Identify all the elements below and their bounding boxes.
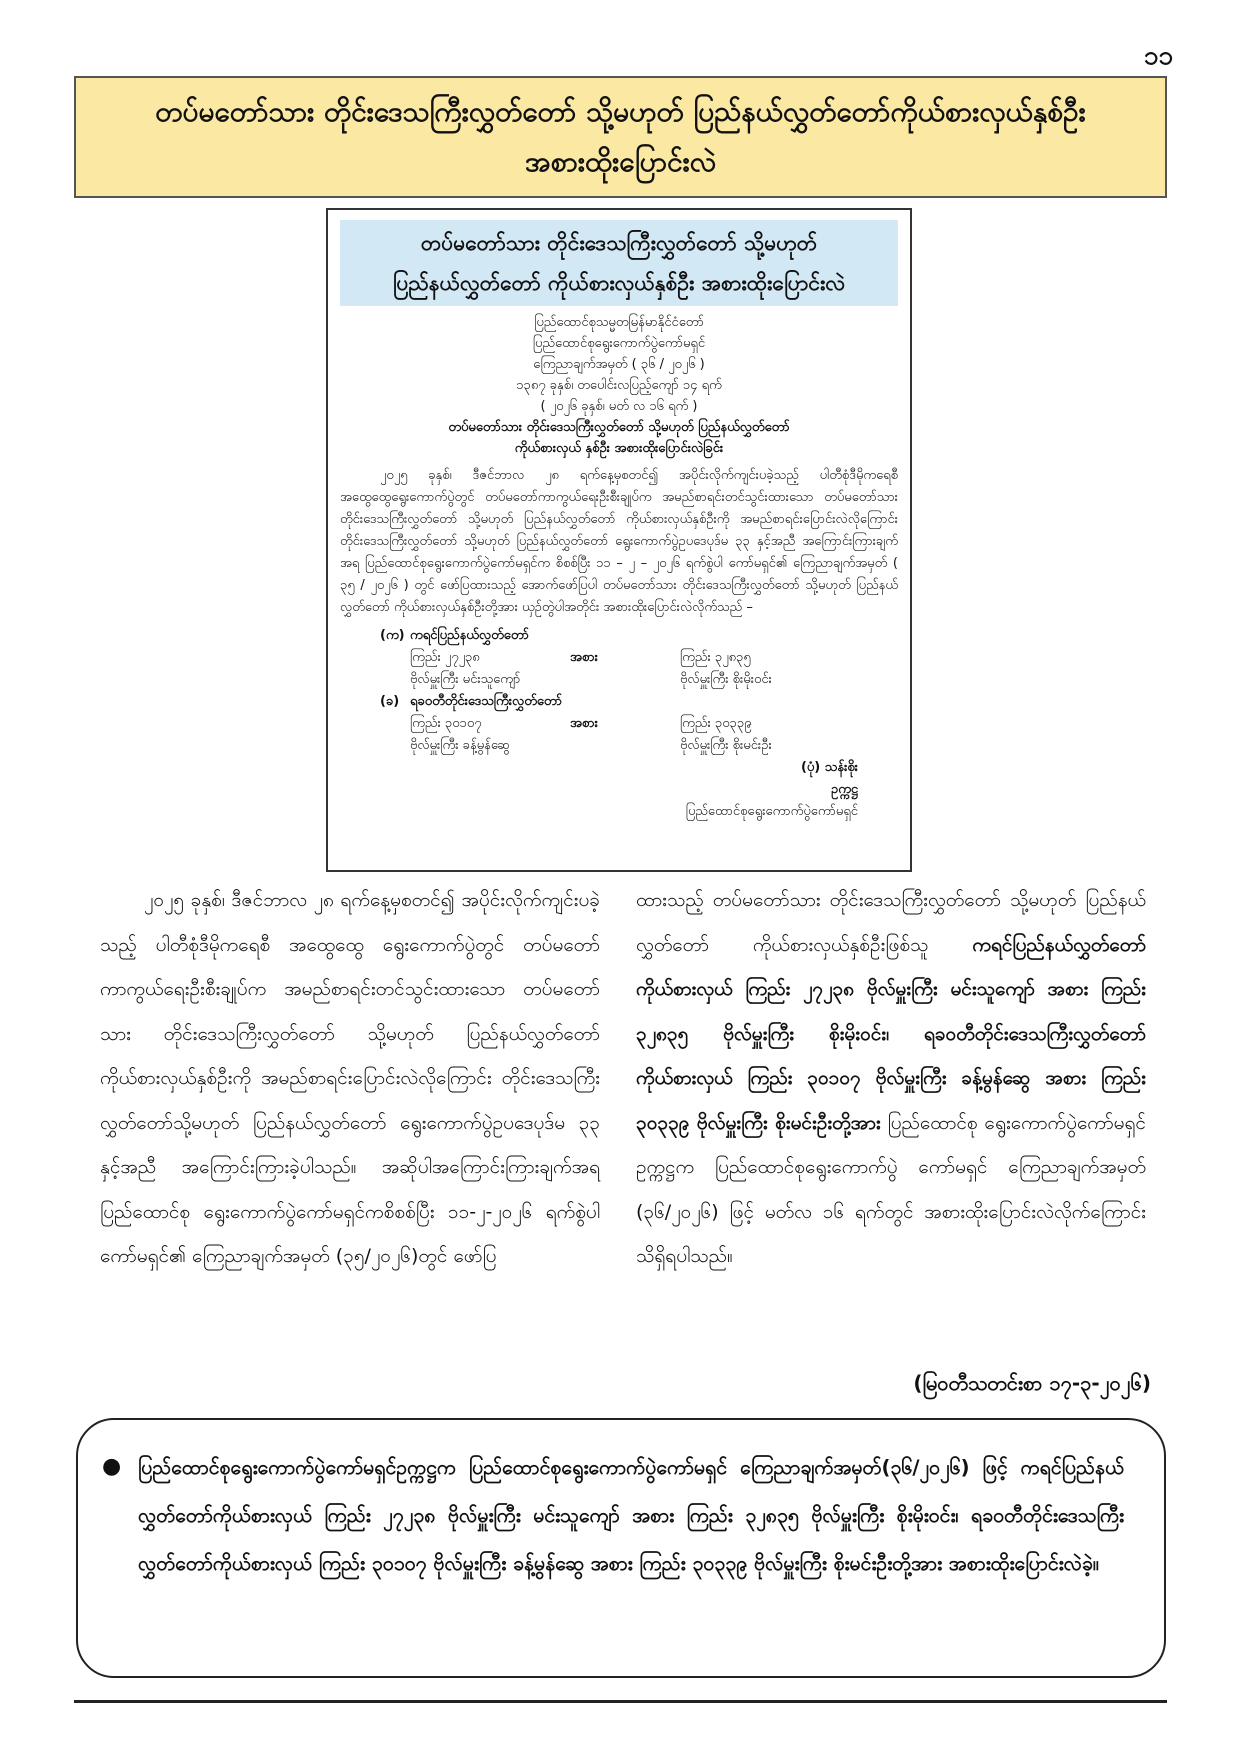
notice-header-4: ၁၃၈၇ ခုနှစ်၊ တပေါင်းလပြည့်ကျော် ၁၄ ရက်: [516, 378, 722, 393]
section-name: ရခဝတီတိုင်းဒေသကြီးလွှတ်တော်: [410, 694, 562, 709]
notice-subject-2: ကိုယ်စားလှယ် နှစ်ဦး အစားထိုးပြောင်းလဲခြင်း: [514, 441, 724, 456]
to-name: ဗိုလ်မှူးကြီး စိုးမိုးဝင်း: [680, 672, 772, 687]
to-id: ကြည်း ၃၂၈၃၅: [680, 650, 751, 665]
notice-section: [380, 625, 898, 647]
notice-title-line-2: ပြည်နယ်လွှတ်တော် ကိုယ်စားလှယ်နှစ်ဦး အစားထိုးပြောင်းလဲ: [392, 271, 846, 295]
from-id: ကြည်း ၂၇၂၃၈: [410, 650, 480, 665]
notice-body: ၂၀၂၅ ခုနှစ်၊ ဒီဇင်ဘာလ ၂၈ ရက်နေ့မှစတင်၍ အပိုင်းလိုက်ကျင်းပခဲ့သည့် ပါတီစုံဒီမိုကရေစီ အထွေထွေရွေးကောက်ပွဲတွင် တပ်မတော်ကာကွယ်ရေးဦးစီးချုပ်က အမည်စာရင်းတင်သွင်းထားသော တပ်မတော်သား တိုင်းဒေသကြီးလွှတ်တော် သို့မဟုတ် ပြည်နယ်လွှတ်တော် ကိုယ်စားလှယ်နှစ်ဦးကို အမည်စာရင်းပြောင်းလဲလိုကြောင်း တိုင်းဒေသကြီးလွှတ်တော် သို့မဟုတ် ပြည်နယ်လွှတ်တော် ရွေးကောက်ပွဲဥပဒေပုဒ်မ ၃၃ နှင့်အညီ အကြောင်းကြားချက်အရ ပြည်ထောင်စုရွေးကောက်ပွဲကော်မရှင်က စိစစ်ပြီး ၁၁ – ၂ – ၂၀၂၆ ရက်စွဲပါ ကော်မရှင်၏ ကြေညာချက်အမှတ် ( ၃၅ / ၂၀၂၆ ) တွင် ဖော်ပြထားသည့် အောက်ဖော်ပြပါ တပ်မတော်သား တိုင်းဒေသကြီးလွှတ်တော် သို့မဟုတ် ပြည်နယ်လွှတ်တော် ကိုယ်စားလှယ်နှစ်ဦးတို့အား ယှဉ်တွဲပါအတိုင်း အစားထိုးပြောင်းလဲလိုက်သည် –: [340, 468, 898, 615]
signature-org: ပြည်ထောင်စုရွေးကောက်ပွဲကော်မရှင်: [685, 804, 858, 819]
article-right-highlight: ကရင်ပြည်နယ်လွှတ်တော်ကိုယ်စားလှယ် ကြည်း ၂၇၂၃၈ ဗိုလ်မှူးကြီး မင်းသူကျော် အစား ကြည်း ၃၂၈၃၅ ဗိုလ်မှူးကြီး စိုးမိုးဝင်း၊ ရခဝတီတိုင်းဒေသကြီးလွှတ်တော်ကိုယ်စားလှယ် ကြည်း ၃၀၁၀၇ ဗိုလ်မှူးကြီး ခန့်မွန်ဆွေ အစား ကြည်း ၃၀၃၃၉ ဗိုလ်မှူးကြီး စိုးမင်းဦးတို့အား: [636, 933, 1147, 1134]
notice-section: [380, 691, 898, 713]
notice-header-5: ( ၂၀၂၆ ခုနှစ်၊ မတ် လ ၁၆ ရက် ): [540, 399, 698, 414]
from-name: ဗိုလ်မှူးကြီး မင်းသူကျော်: [410, 672, 521, 687]
to-name: ဗိုလ်မှူးကြီး စိုးမင်းဦး: [680, 738, 772, 753]
notice-row: [410, 735, 898, 757]
article-left-column: [100, 878, 600, 1279]
notice-header-3: ကြေညာချက်အမှတ် ( ၃၆ / ၂၀၂၆ ): [533, 357, 705, 372]
middle-label: အစား: [570, 650, 598, 665]
notice-row: [410, 647, 898, 669]
summary-box: [76, 1418, 1166, 1678]
bullet-icon: ●: [102, 1454, 122, 1479]
signature-name: (ပုံ) သန်းစိုး: [800, 760, 858, 775]
from-id: ကြည်း ၃၀၁၀၇: [410, 716, 482, 731]
official-notice-image: [326, 208, 912, 872]
title-line-1: တပ်မတော်သား တိုင်းဒေသကြီးလွှတ်တော် သို့မဟုတ် ပြည်နယ်လွှတ်တော်ကိုယ်စားလှယ်နှစ်ဦး: [155, 95, 1086, 128]
notice-row: [410, 669, 898, 691]
bottom-divider: [74, 1700, 1167, 1703]
summary-text: ပြည်ထောင်စုရွေးကောက်ပွဲကော်မရှင်ဥက္ကဋ္ဌက ပြည်ထောင်စုရွေးကောက်ပွဲကော်မရှင် ကြေညာချက်အမှတ်(၃၆/၂၀၂၆) ဖြင့် ကရင်ပြည်နယ်လွှတ်တော်ကိုယ်စားလှယ် ကြည်း ၂၇၂၃၈ ဗိုလ်မှူးကြီး မင်းသူကျော် အစား ကြည်း ၃၂၈၃၅ ဗိုလ်မှူးကြီး စိုးမိုးဝင်း၊ ရခဝတီတိုင်းဒေသကြီးလွှတ်တော်ကိုယ်စားလှယ် ကြည်း ၃၀၁၀၇ ဗိုလ်မှူးကြီး ခန့်မွန်ဆွေ အစား ကြည်း ၃၀၃၃၉ ဗိုလ်မှူးကြီး စိုးမင်းဦးတို့အား အစားထိုးပြောင်းလဲခဲ့။: [138, 1456, 1124, 1575]
title-line-2: အစားထိုးပြောင်းလဲ: [524, 145, 717, 178]
page-number: ၁၁: [1143, 41, 1173, 71]
notice-subject-1: တပ်မတော်သား တိုင်းဒေသကြီးလွှတ်တော် သို့မဟုတ် ပြည်နယ်လွှတ်တော်: [448, 420, 790, 435]
from-name: ဗိုလ်မှူးကြီး ခန့်မွန်ဆွေ: [410, 738, 510, 753]
section-key: (က): [380, 628, 405, 643]
middle-label: အစား: [570, 716, 598, 731]
article-left-text: ၂၀၂၅ ခုနှစ်၊ ဒီဇင်ဘာလ ၂၈ ရက်နေ့မှစတင်၍ အပိုင်းလိုက်ကျင်းပခဲ့သည့် ပါတီစုံဒီမိုကရေစီ အထွေထွေ ရွေးကောက်ပွဲတွင် တပ်မတော်ကာကွယ်ရေးဦးစီးချုပ်က အမည်စာရင်းတင်သွင်းထားသော တပ်မတော်သား တိုင်းဒေသကြီးလွှတ်တော် သို့မဟုတ် ပြည်နယ်လွှတ်တော် ကိုယ်စားလှယ်နှစ်ဦးကို အမည်စာရင်းပြောင်းလဲလိုကြောင်း တိုင်းဒေသကြီးလွှတ်တော်သို့မဟုတ် ပြည်နယ်လွှတ်တော် ရွေးကောက်ပွဲဥပဒေပုဒ်မ ၃၃ နှင့်အညီ အကြောင်းကြားခဲ့ပါသည်။ အဆိုပါအကြောင်းကြားချက်အရ ပြည်ထောင်စု ရွေးကောက်ပွဲကော်မရှင်ကစိစစ်ပြီး ၁၁-၂-၂၀၂၆ ရက်စွဲပါ ကော်မရှင်၏ ကြေညာချက်အမှတ် (၃၅/၂၀၂၆)တွင် ဖော်ပြ: [100, 889, 600, 1267]
page-title: [74, 76, 1167, 198]
to-id: ကြည်း ၃၀၃၃၉: [680, 716, 752, 731]
notice-title-line-1: တပ်မတော်သား တိုင်းဒေသကြီးလွှတ်တော် သို့မဟုတ်: [420, 231, 818, 255]
article-right-paragraph: [636, 878, 1146, 1279]
notice-header-1: ပြည်ထောင်စုသမ္မတမြန်မာနိုင်ငံတော်: [534, 315, 704, 330]
notice-title: [340, 220, 898, 306]
article-right-column: [636, 878, 1146, 1279]
section-key: (ခ): [380, 694, 400, 709]
section-name: ကရင်ပြည်နယ်လွှတ်တော်: [410, 628, 529, 643]
signature-title: ဥက္ကဋ္ဌ: [831, 782, 858, 797]
notice-header-2: ပြည်ထောင်စုရွေးကောက်ပွဲကော်မရှင်: [532, 336, 706, 351]
source-citation: (မြဝတီသတင်းစာ ၁၇-၃-၂၀၂၆): [913, 1371, 1151, 1395]
article-right-intro: ထားသည့် တပ်မတော်သား တိုင်းဒေသကြီးလွှတ်တော် သို့မဟုတ် ပြည်နယ်လွှတ်တော် ကိုယ်စားလှယ်နှစ်ဦးဖြစ်သူ: [636, 889, 1146, 956]
article-right-end: ပြည်ထောင်စု ရွေးကောက်ပွဲကော်မရှင်ဥက္ကဋ္ဌက ပြည်ထောင်စုရွေးကောက်ပွဲ ကော်မရှင် ကြေညာချက်အမှတ် (၃၆/၂၀၂၆) ဖြင့် မတ်လ ၁၆ ရက်တွင် အစားထိုးပြောင်းလဲလိုက်ကြောင်း သိရှိရပါသည်။: [636, 1111, 1146, 1267]
notice-row: [410, 713, 898, 735]
